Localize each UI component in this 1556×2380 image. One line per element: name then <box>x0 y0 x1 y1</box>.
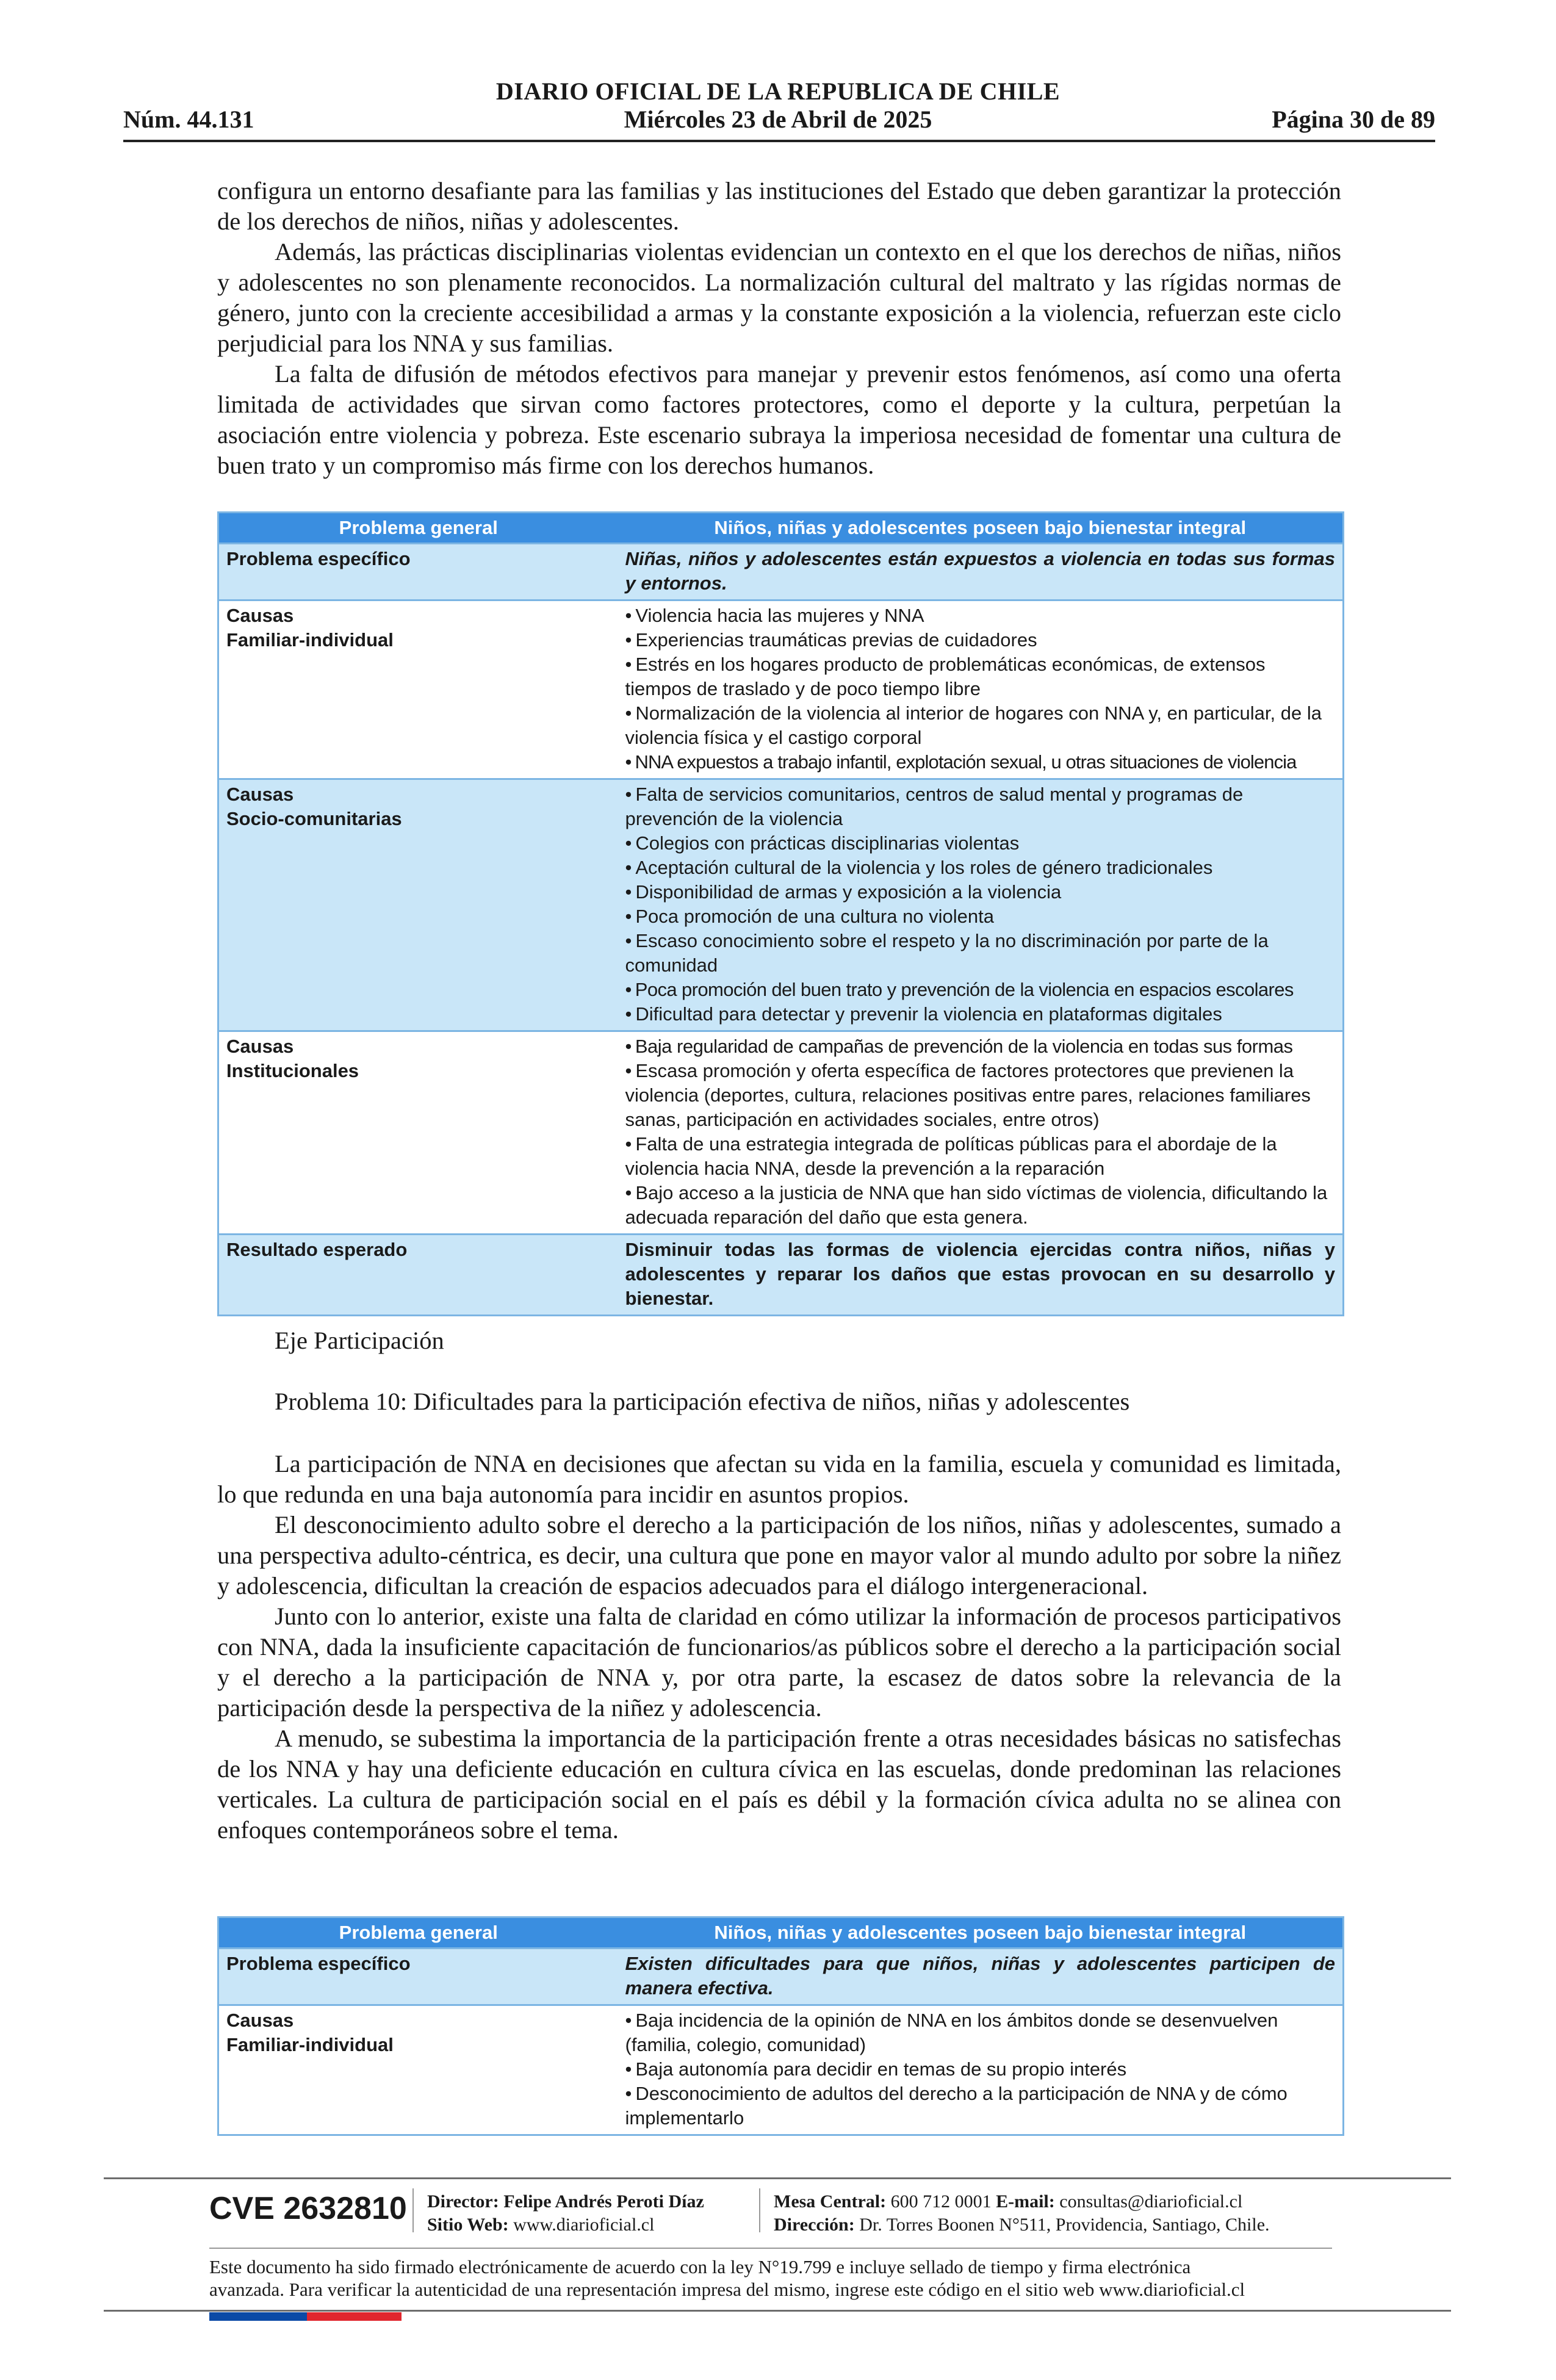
list-item: • Dificultad para detectar y prevenir la violencia en plataformas digitales <box>625 1003 1222 1025</box>
list-item: • Desconocimiento de adultos del derecho a la participación de NNA y de cómo implementarlo <box>625 2083 1288 2129</box>
list-item: • Colegios con prácticas disciplinarias violentas <box>625 832 1020 854</box>
table-header-right: Niños, niñas y adolescentes poseen bajo bienestar integral <box>618 1917 1344 1949</box>
row-value-result: Disminuir todas las formas de violencia ejercidas contra niños, niñas y adolescentes y reparar los daños que estas provocan en su desarrollo y bienestar. <box>618 1235 1344 1316</box>
contact-line <box>774 2191 1242 2213</box>
list-item: • Estrés en los hogares producto de problemáticas económicas, de extensos tiempos de traslado y de poco tiempo libre <box>625 654 1266 699</box>
row-value-familiar <box>618 600 1344 779</box>
list-item: • Violencia hacia las mujeres y NNA <box>625 605 924 626</box>
website-link[interactable]: www.diarioficial.cl <box>513 2215 655 2235</box>
list-item: • Experiencias traumáticas previas de cuidadores <box>625 629 1037 651</box>
label-line: Familiar-individual <box>226 2034 394 2055</box>
flag-stripe-blue <box>209 2312 307 2321</box>
problem-table-violence <box>217 511 1344 1316</box>
list-item: • Bajo acceso a la justicia de NNA que han sido víctimas de violencia, dificultando la adecuada reparación del daño que esta genera. <box>625 1182 1328 1228</box>
row-value-socio <box>618 779 1344 1031</box>
phone-label: Mesa Central: <box>774 2191 887 2212</box>
row-label-specific: Problema específico <box>218 544 618 600</box>
row-label-institutional <box>218 1031 618 1235</box>
issue-date: Miércoles 23 de Abril de 2025 <box>624 106 932 133</box>
issue-number: Núm. 44.131 <box>123 106 254 133</box>
director-name: Felipe Andrés Peroti Díaz <box>503 2191 704 2212</box>
phone-value: 600 712 0001 <box>890 2191 992 2212</box>
table-header-right: Niños, niñas y adolescentes poseen bajo bienestar integral <box>618 513 1344 544</box>
row-label-familiar <box>218 600 618 779</box>
footer-divider-bottom <box>104 2310 1451 2312</box>
director-label: Director: <box>427 2191 499 2212</box>
paragraph: configura un entorno desafiante para las familias y las instituciones del Estado que deben garantizar la protección de los derechos de niños, niñas y adolescentes. <box>217 177 1341 235</box>
footer-separator <box>759 2188 760 2232</box>
row-value-familiar <box>618 2005 1344 2135</box>
address-line <box>774 2214 1270 2236</box>
list-item: • Disponibilidad de armas y exposición a la violencia <box>625 881 1062 903</box>
page-number: Página 30 de 89 <box>1272 106 1435 133</box>
newspaper-title: DIARIO OFICIAL DE LA REPUBLICA DE CHILE <box>495 78 1061 105</box>
footer-divider-top <box>104 2177 1451 2179</box>
address-value: Dr. Torres Boonen N°511, Providencia, Santiago, Chile. <box>859 2215 1270 2235</box>
row-label-result: Resultado esperado <box>218 1235 618 1316</box>
label-line: Causas <box>226 1036 294 1057</box>
row-label-familiar <box>218 2005 618 2135</box>
paragraph: Además, las prácticas disciplinarias violentas evidencian un contexto en el que los derechos de niñas, niños y adolescentes no son plenamente reconocidos. La normalización cultural del maltrato y las rígidas normas de género, junto con la creciente accesibilidad a armas y la constante exposición a la violencia, refuerzan este ciclo perjudicial para los NNA y sus familias. <box>217 238 1341 357</box>
cve-code: CVE 2632810 <box>209 2191 407 2226</box>
list-item: • Poca promoción de una cultura no violenta <box>625 906 995 927</box>
footer-divider-mid <box>209 2248 1332 2249</box>
table-header-left: Problema general <box>218 1917 618 1949</box>
row-value-institutional <box>618 1031 1344 1235</box>
list-item: • Aceptación cultural de la violencia y los roles de género tradicionales <box>625 857 1213 878</box>
paragraph: La participación de NNA en decisiones que afectan su vida en la familia, escuela y comunidad es limitada, lo que redunda en una baja autonomía para incidir en asuntos propios. <box>217 1450 1341 1508</box>
label-line: Causas <box>226 605 294 626</box>
director-line <box>427 2191 704 2213</box>
intro-text <box>217 176 1341 481</box>
email-label: E-mail: <box>996 2191 1055 2212</box>
list-item: • Poca promoción del buen trato y prevención de la violencia en espacios escolares <box>625 979 1294 1000</box>
list-item: • Baja autonomía para decidir en temas de su propio interés <box>625 2058 1127 2080</box>
website-line <box>427 2214 654 2236</box>
paragraph: Junto con lo anterior, existe una falta de claridad en cómo utilizar la información de procesos participativos con NNA, dada la insuficiente capacitación de funcionarios/as públicos sobre el derecho a la participación social y el derecho a la participación de NNA y, por otra parte, la escasez de datos sobre la relevancia de la participación desde la perspectiva de la niñez y adolescencia. <box>217 1603 1341 1722</box>
paragraph: El desconocimiento adulto sobre el derecho a la participación de los niños, niñas y adolescentes, sumado a una perspectiva adulto-céntrica, es decir, una cultura que pone en mayor valor al mundo adulto por sobre la niñez y adolescencia, dificultan la creación de espacios adecuados para el diálogo intergeneracional. <box>217 1511 1341 1599</box>
list-item: • Baja incidencia de la opinión de NNA en los ámbitos donde se desenvuelven (familia, colegio, comunidad) <box>625 2010 1278 2055</box>
label-line: Familiar-individual <box>226 629 394 651</box>
disclaimer-line: Este documento ha sido firmado electrónicamente de acuerdo con la ley N°19.799 e incluye sellado de tiempo y firma electrónica <box>209 2256 1191 2277</box>
disclaimer-line: avanzada. Para verificar la autenticidad de una representación impresa del mismo, ingrese este código en el sitio web www.diarioficial.cl <box>209 2279 1245 2300</box>
paragraph: A menudo, se subestima la importancia de la participación frente a otras necesidades básicas no satisfechas de los NNA y hay una deficiente educación en cultura cívica en las escuelas, donde predominan las relaciones verticales. La cultura de participación social en el país es débil y la formación cívica adulta no se alinea con enfoques contemporáneos sobre el tema. <box>217 1725 1341 1844</box>
paragraph: La falta de difusión de métodos efectivos para manejar y prevenir estos fenómenos, así como una oferta limitada de actividades que sirvan como factores protectores, como el deporte y la cultura, perpetúan la asociación entre violencia y pobreza. Este escenario subraya la imperiosa necesidad de fomentar una cultura de buen trato y un compromiso más firme con los derechos humanos. <box>217 360 1341 479</box>
row-label-specific: Problema específico <box>218 1949 618 2005</box>
section-axis-title: Eje Participación <box>275 1327 444 1354</box>
list-item: • Baja regularidad de campañas de prevención de la violencia en todas sus formas <box>625 1036 1293 1057</box>
table-header-left: Problema general <box>218 513 618 544</box>
address-label: Dirección: <box>774 2215 855 2235</box>
row-label-socio <box>218 779 618 1031</box>
list-item: • Falta de servicios comunitarios, centros de salud mental y programas de prevención de la violencia <box>625 784 1244 829</box>
body-text <box>217 1449 1341 1845</box>
signature-disclaimer <box>209 2256 1332 2301</box>
label-line: Causas <box>226 784 294 805</box>
list-item: • Escaso conocimiento sobre el respeto y la no discriminación por parte de la comunidad <box>625 930 1269 976</box>
row-value-specific: Existen dificultades para que niños, niñas y adolescentes participen de manera efectiva. <box>618 1949 1344 2005</box>
email-link[interactable]: consultas@diarioficial.cl <box>1059 2191 1243 2212</box>
list-item: • Normalización de la violencia al interior de hogares con NNA y, en particular, de la violencia física y el castigo corporal <box>625 702 1322 748</box>
list-item: • NNA expuestos a trabajo infantil, explotación sexual, u otras situaciones de violencia <box>625 751 1297 773</box>
flag-stripe-red <box>307 2312 402 2321</box>
header-divider <box>123 140 1435 142</box>
row-value-specific: Niñas, niños y adolescentes están expuestos a violencia en todas sus formas y entornos. <box>618 544 1344 600</box>
footer-separator <box>412 2188 414 2232</box>
problem-table-participation <box>217 1916 1344 2136</box>
label-line: Causas <box>226 2010 294 2031</box>
list-item: • Escasa promoción y oferta específica de factores protectores que previenen la violencia (deportes, cultura, relaciones positivas entre pares, relaciones familiares sanas, participación en actividades sociales, entre otros) <box>625 1060 1311 1130</box>
website-label: Sitio Web: <box>427 2215 509 2235</box>
list-item: • Falta de una estrategia integrada de políticas públicas para el abordaje de la violencia hacia NNA, desde la prevención a la reparación <box>625 1133 1277 1179</box>
problem-title: Problema 10: Dificultades para la participación efectiva de niños, niñas y adolescentes <box>275 1388 1130 1415</box>
label-line: Institucionales <box>226 1060 359 1081</box>
label-line: Socio-comunitarias <box>226 808 402 829</box>
